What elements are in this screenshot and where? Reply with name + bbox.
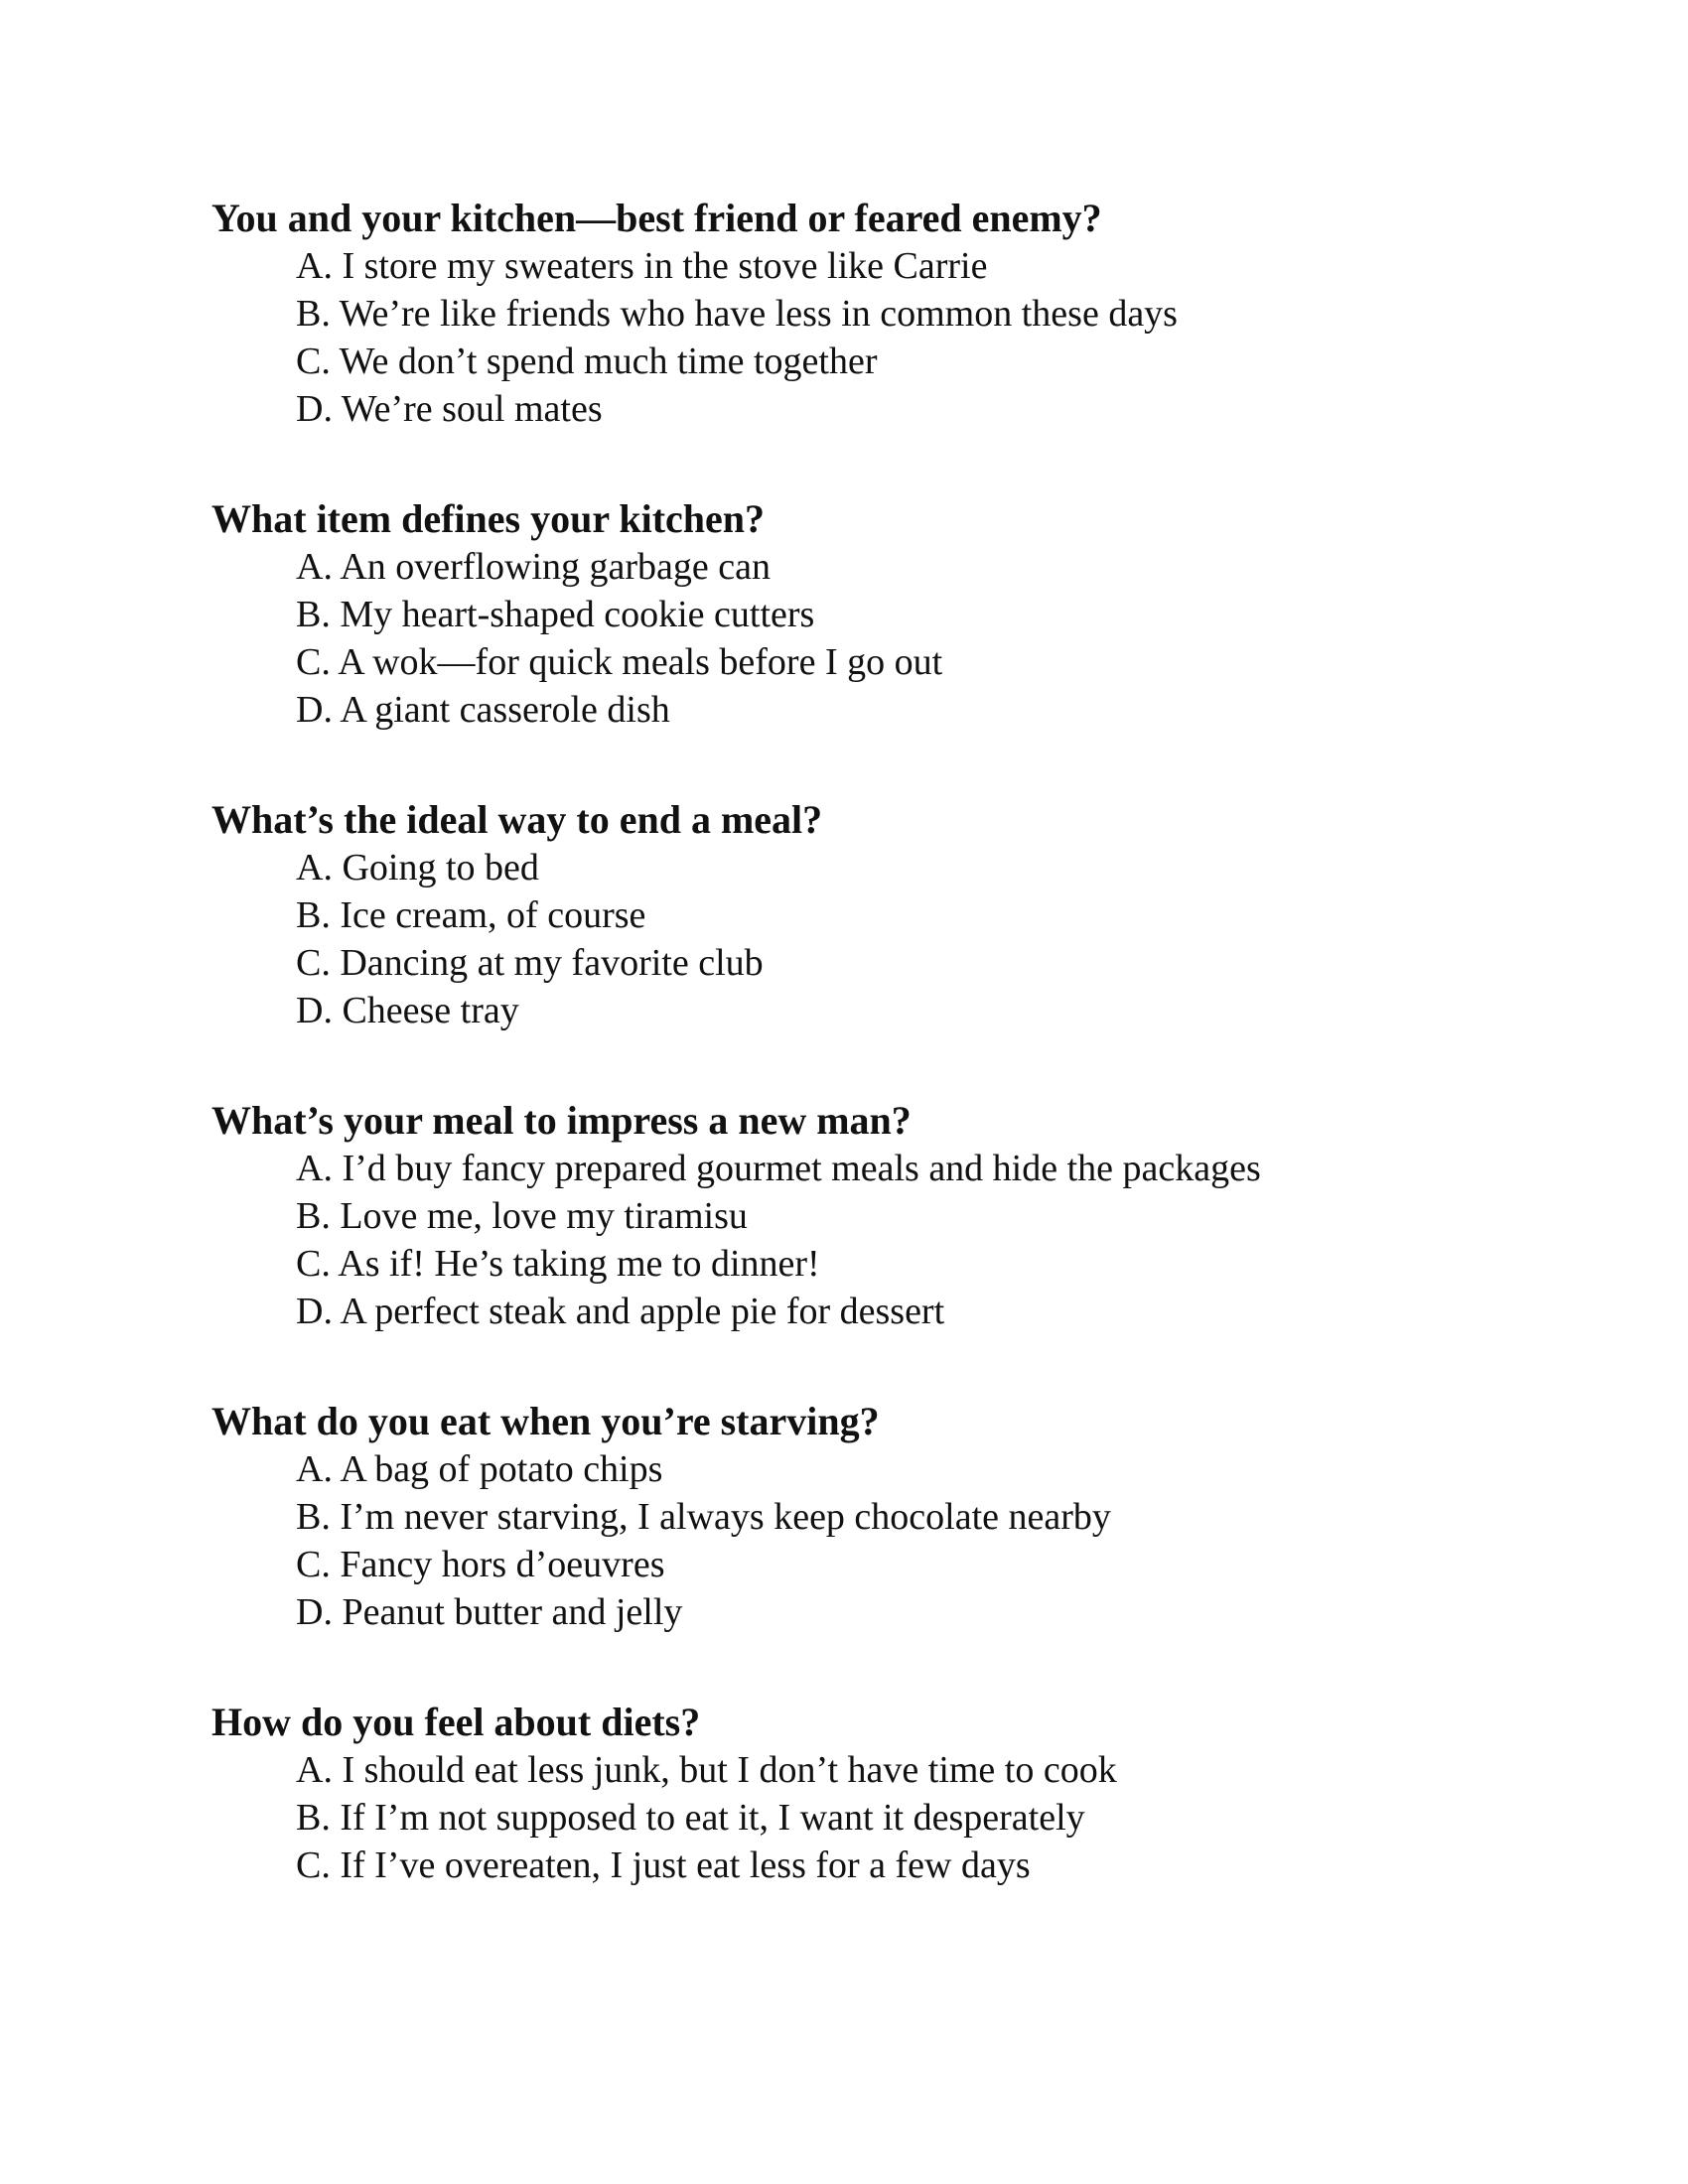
answer-list [211, 844, 1502, 1034]
question-block [211, 1097, 1502, 1335]
question-title: What’s the ideal way to end a meal? [211, 797, 823, 842]
answer-option: D. Cheese tray [296, 990, 519, 1031]
question-title: What item defines your kitchen? [211, 496, 766, 541]
answer-option: B. Love me, love my tiramisu [296, 1195, 748, 1237]
answer-option: A. A bag of potato chips [296, 1448, 663, 1490]
answer-option: A. I store my sweaters in the stove like Carrie [296, 245, 988, 287]
answer-option: A. I’d buy fancy prepared gourmet meals and hide the packages [296, 1148, 1261, 1189]
answer-option: C. If I’ve overeaten, I just eat less for a few days [296, 1844, 1031, 1886]
answer-option: B. My heart-shaped cookie cutters [296, 594, 815, 635]
answer-list [211, 1145, 1502, 1335]
answer-option: D. A perfect steak and apple pie for dessert [296, 1291, 945, 1332]
answer-list [211, 1746, 1502, 1889]
answer-option: A. I should eat less junk, but I don’t have time to cook [296, 1749, 1117, 1791]
question-title: What’s your meal to impress a new man? [211, 1098, 912, 1143]
answer-list [211, 543, 1502, 734]
answer-option: A. An overflowing garbage can [296, 546, 772, 588]
answer-list [211, 242, 1502, 433]
quiz-document [211, 195, 1502, 1952]
question-block [211, 495, 1502, 734]
question-title: You and your kitchen—best friend or feared enemy? [211, 196, 1102, 240]
question-title: What do you eat when you’re starving? [211, 1399, 880, 1443]
answer-option: B. I’m never starving, I always keep chocolate nearby [296, 1496, 1111, 1538]
question-block [211, 796, 1502, 1034]
answer-option: C. A wok—for quick meals before I go out [296, 641, 943, 683]
answer-option: D. We’re soul mates [296, 388, 603, 430]
question-title: How do you feel about diets? [211, 1700, 701, 1744]
answer-option: C. Fancy hors d’oeuvres [296, 1544, 665, 1585]
answer-option: B. We’re like friends who have less in common these days [296, 293, 1178, 335]
answer-option: D. Peanut butter and jelly [296, 1591, 683, 1633]
answer-option: C. As if! He’s taking me to dinner! [296, 1243, 820, 1285]
answer-option: D. A giant casserole dish [296, 689, 670, 731]
answer-option: B. Ice cream, of course [296, 894, 646, 936]
answer-option: C. We don’t spend much time together [296, 341, 878, 382]
question-block [211, 1398, 1502, 1636]
answer-option: B. If I’m not supposed to eat it, I want it desperately [296, 1797, 1085, 1839]
answer-option: A. Going to bed [296, 847, 539, 888]
answer-list [211, 1445, 1502, 1636]
answer-option: C. Dancing at my favorite club [296, 942, 764, 984]
question-block [211, 1699, 1502, 1889]
question-block [211, 195, 1502, 433]
